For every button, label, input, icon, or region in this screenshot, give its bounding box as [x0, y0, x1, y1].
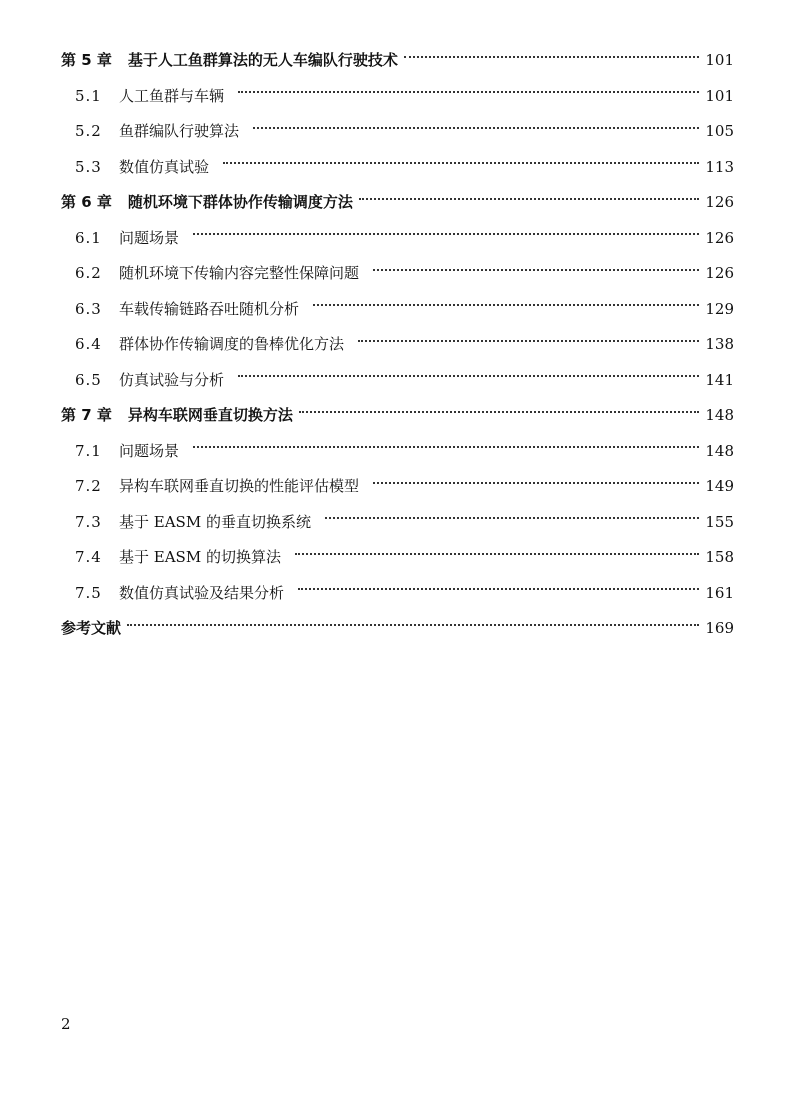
toc-references[interactable]: [61, 611, 734, 647]
section-number: 7.4: [75, 548, 102, 566]
page-reference: 169: [705, 619, 734, 637]
toc-section-7-5[interactable]: [61, 576, 734, 612]
dot-leader: [358, 340, 699, 342]
dot-leader: [193, 233, 699, 235]
section-number: 7.3: [75, 512, 102, 531]
chapter-title: 随机环境下群体协作传输调度方法: [127, 193, 353, 211]
references-title: 参考文献: [61, 619, 122, 637]
section-title: 基于 EASM 的切换算法: [119, 548, 281, 566]
dot-leader: [373, 482, 699, 484]
page-reference: 138: [705, 335, 734, 353]
section-title: 人工鱼群与车辆: [119, 86, 225, 105]
dot-leader: [295, 553, 699, 555]
page-reference: 126: [705, 193, 734, 211]
page-reference: 126: [705, 264, 734, 282]
toc-section-5-2[interactable]: [61, 114, 734, 150]
section-title: 数值仿真试验: [119, 157, 210, 176]
section-number: 6.3: [75, 299, 102, 318]
section-title: 车载传输链路吞吐随机分析: [119, 299, 300, 318]
page-reference: 101: [705, 51, 734, 69]
toc-section-5-1[interactable]: [61, 79, 734, 115]
section-number: 7.5: [75, 583, 102, 602]
toc-section-7-2[interactable]: [61, 469, 734, 505]
page-reference: 141: [705, 370, 734, 389]
toc-chapter-7[interactable]: [61, 398, 734, 434]
dot-leader: [298, 588, 699, 590]
page-reference: 161: [705, 583, 734, 602]
page-reference: 148: [705, 441, 734, 460]
toc-section-7-3[interactable]: [61, 505, 734, 541]
page-number: 2: [61, 1015, 71, 1033]
toc-chapter-5[interactable]: [61, 43, 734, 79]
section-title: 异构车联网垂直切换的性能评估模型: [119, 477, 360, 495]
section-number: 7.1: [75, 441, 102, 460]
page-reference: 113: [705, 157, 734, 176]
section-title: 随机环境下传输内容完整性保障问题: [119, 264, 360, 282]
section-title: 基于 EASM 的垂直切换系统: [119, 512, 311, 531]
section-title: 数值仿真试验及结果分析: [119, 583, 285, 602]
chapter-title: 基于人工鱼群算法的无人车编队行驶技术: [127, 51, 398, 69]
section-number: 5.2: [75, 122, 102, 140]
section-title: 仿真试验与分析: [119, 370, 225, 389]
page-reference: 155: [705, 512, 734, 531]
dot-leader: [127, 624, 699, 626]
toc-section-6-3[interactable]: [61, 292, 734, 328]
dot-leader: [299, 411, 699, 413]
section-number: 6.4: [75, 335, 102, 353]
page-reference: 149: [705, 477, 734, 495]
chapter-title: 异构车联网垂直切换方法: [127, 406, 293, 424]
page-reference: 101: [705, 86, 734, 105]
page-reference: 148: [705, 406, 734, 424]
page-reference: 158: [705, 548, 734, 566]
section-title: 问题场景: [119, 228, 180, 247]
section-title: 鱼群编队行驶算法: [119, 122, 240, 140]
section-number: 5.3: [75, 157, 102, 176]
section-number: 6.2: [75, 264, 102, 282]
section-number: 6.5: [75, 370, 102, 389]
section-number: 6.1: [75, 228, 102, 247]
section-title: 群体协作传输调度的鲁棒优化方法: [119, 335, 345, 353]
page-reference: 126: [705, 228, 734, 247]
section-title: 问题场景: [119, 441, 180, 460]
dot-leader: [325, 517, 699, 519]
toc-section-5-3[interactable]: [61, 150, 734, 186]
toc-section-7-1[interactable]: [61, 434, 734, 470]
table-of-contents: [61, 43, 734, 647]
dot-leader: [223, 162, 699, 164]
toc-chapter-6[interactable]: [61, 185, 734, 221]
page-reference: 129: [705, 299, 734, 318]
chapter-number: 第 7 章: [61, 406, 112, 424]
dot-leader: [238, 375, 699, 377]
dot-leader: [313, 304, 699, 306]
toc-section-7-4[interactable]: [61, 540, 734, 576]
dot-leader: [359, 198, 699, 200]
dot-leader: [404, 56, 699, 58]
dot-leader: [373, 269, 699, 271]
dot-leader: [253, 127, 699, 129]
toc-section-6-4[interactable]: [61, 327, 734, 363]
chapter-number: 第 6 章: [61, 193, 112, 211]
dot-leader: [238, 91, 699, 93]
chapter-number: 第 5 章: [61, 51, 112, 69]
section-number: 5.1: [75, 86, 102, 105]
section-number: 7.2: [75, 477, 102, 495]
toc-section-6-1[interactable]: [61, 221, 734, 257]
page-reference: 105: [705, 122, 734, 140]
toc-section-6-5[interactable]: [61, 363, 734, 399]
toc-section-6-2[interactable]: [61, 256, 734, 292]
dot-leader: [193, 446, 699, 448]
